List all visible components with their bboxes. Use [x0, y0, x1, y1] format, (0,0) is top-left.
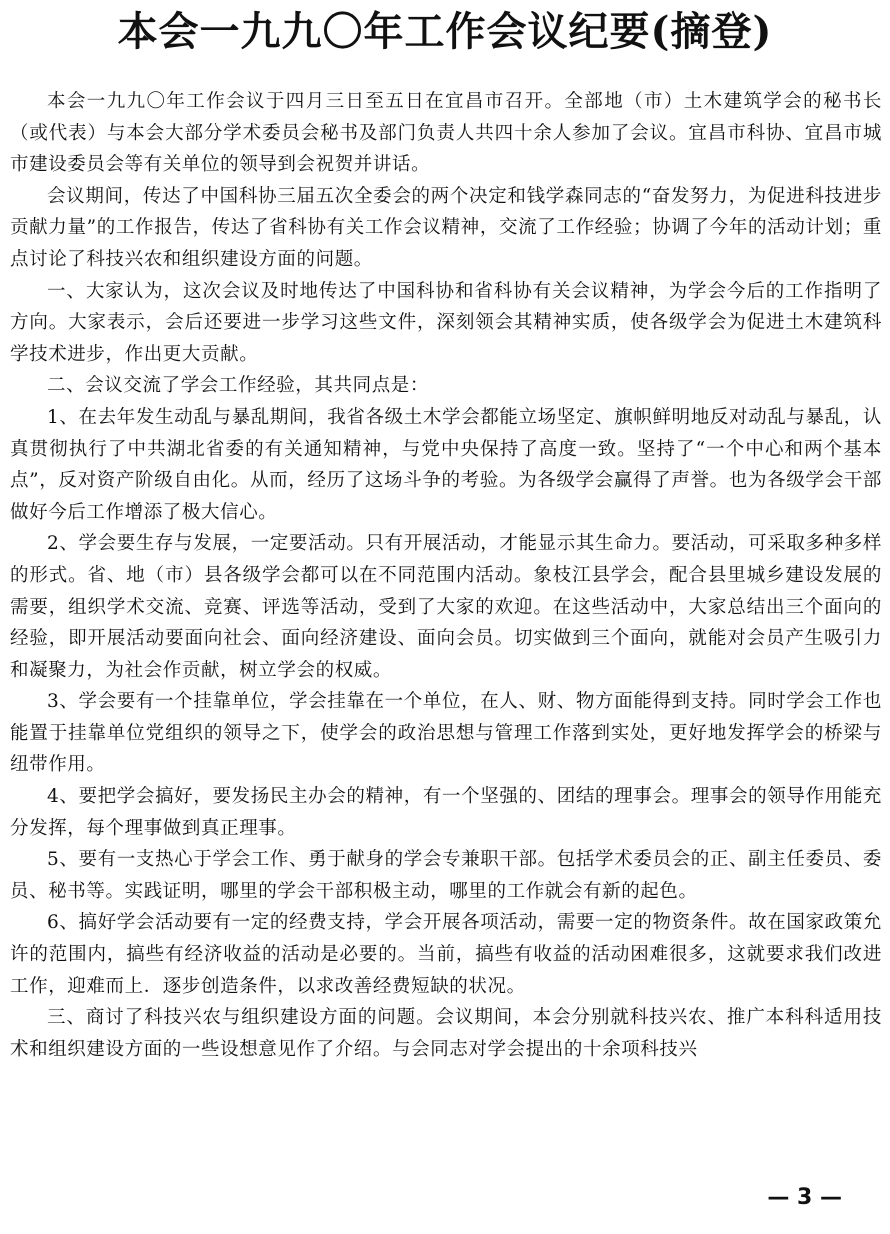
paragraph-item-3: 3、学会要有一个挂靠单位，学会挂靠在一个单位，在人、财、物方面能得到支持。同时学会工作也能置于挂靠单位党组织的领导之下，使学会的政治思想与管理工作落到实处，更好地发挥学会的桥梁与纽带作用。	[10, 691, 882, 776]
document-title: 本会一九九〇年工作会议纪要(摘登)	[117, 8, 773, 55]
paragraph-point-two: 二、会议交流了学会工作经验，其共同点是：	[47, 375, 430, 397]
document-body	[10, 86, 882, 1065]
paragraph-item-2: 2、学会要生存与发展，一定要活动。只有开展活动，才能显示其生命力。要活动，可采取多种多样的形式。省、地（市）县各级学会都可以在不同范围内活动。象枝江县学会，配合县里城乡建设发展的需要，组织学术交流、竞赛、评选等活动，受到了大家的欢迎。在这些活动中，大家总结出三个面向的经验，即开展活动要面向社会、面向经济建设、面向会员。切实做到三个面向，就能对会员产生吸引力和凝聚力，为社会作贡献，树立学会的权威。	[10, 533, 882, 681]
page-number: — 3 —	[767, 1185, 842, 1210]
paragraph-point-one: 一、大家认为，这次会议及时地传达了中国科协和省科协有关会议精神，为学会今后的工作指明了方向。大家表示，会后还要进一步学习这些文件，深刻领会其精神实质，使各级学会为促进土木建筑科学技术进步，作出更大贡献。	[10, 280, 882, 365]
paragraph-item-6: 6、搞好学会活动要有一定的经费支持，学会开展各项活动，需要一定的物资条件。故在国家政策允许的范围内，搞些有经济收益的活动是必要的。当前，搞些有收益的活动困难很多，这就要求我们改进工作，迎难而上．逐步创造条件，以求改善经费短缺的状况。	[10, 912, 882, 997]
paragraph-intro: 本会一九九〇年工作会议于四月三日至五日在宜昌市召开。全部地（市）土木建筑学会的秘书长（或代表）与本会大部分学术委员会秘书及部门负责人共四十余人参加了会议。宜昌市科协、宜昌市城市建设委员会等有关单位的领导到会祝贺并讲话。	[10, 91, 882, 176]
paragraph-point-three: 三、商讨了科技兴农与组织建设方面的问题。会议期间，本会分别就科技兴农、推广本科科适用技术和组织建设方面的一些设想意见作了介绍。与会同志对学会提出的十余项科技兴	[10, 1007, 882, 1060]
paragraph-meeting-period: 会议期间，传达了中国科协三届五次全委会的两个决定和钱学森同志的“奋发努力，为促进科技进步贡献力量”的工作报告，传达了省科协有关工作会议精神，交流了工作经验；协调了今年的活动计划；重点讨论了科技兴农和组织建设方面的问题。	[10, 185, 882, 270]
paragraph-item-5: 5、要有一支热心于学会工作、勇于献身的学会专兼职干部。包括学术委员会的正、副主任委员、委员、秘书等。实践证明，哪里的学会干部积极主动，哪里的工作就会有新的起色。	[10, 849, 882, 902]
paragraph-item-4: 4、要把学会搞好，要发扬民主办会的精神，有一个坚强的、团结的理事会。理事会的领导作用能充分发挥，每个理事做到真正理事。	[10, 786, 882, 839]
paragraph-item-1: 1、在去年发生动乱与暴乱期间，我省各级土木学会都能立场坚定、旗帜鲜明地反对动乱与暴乱，认真贯彻执行了中共湖北省委的有关通知精神，与党中央保持了高度一致。坚持了“一个中心和两个基本点”，反对资产阶级自由化。从而，经历了这场斗争的考验。为各级学会赢得了声誉。也为各级学会干部做好今后工作增添了极大信心。	[10, 406, 882, 523]
